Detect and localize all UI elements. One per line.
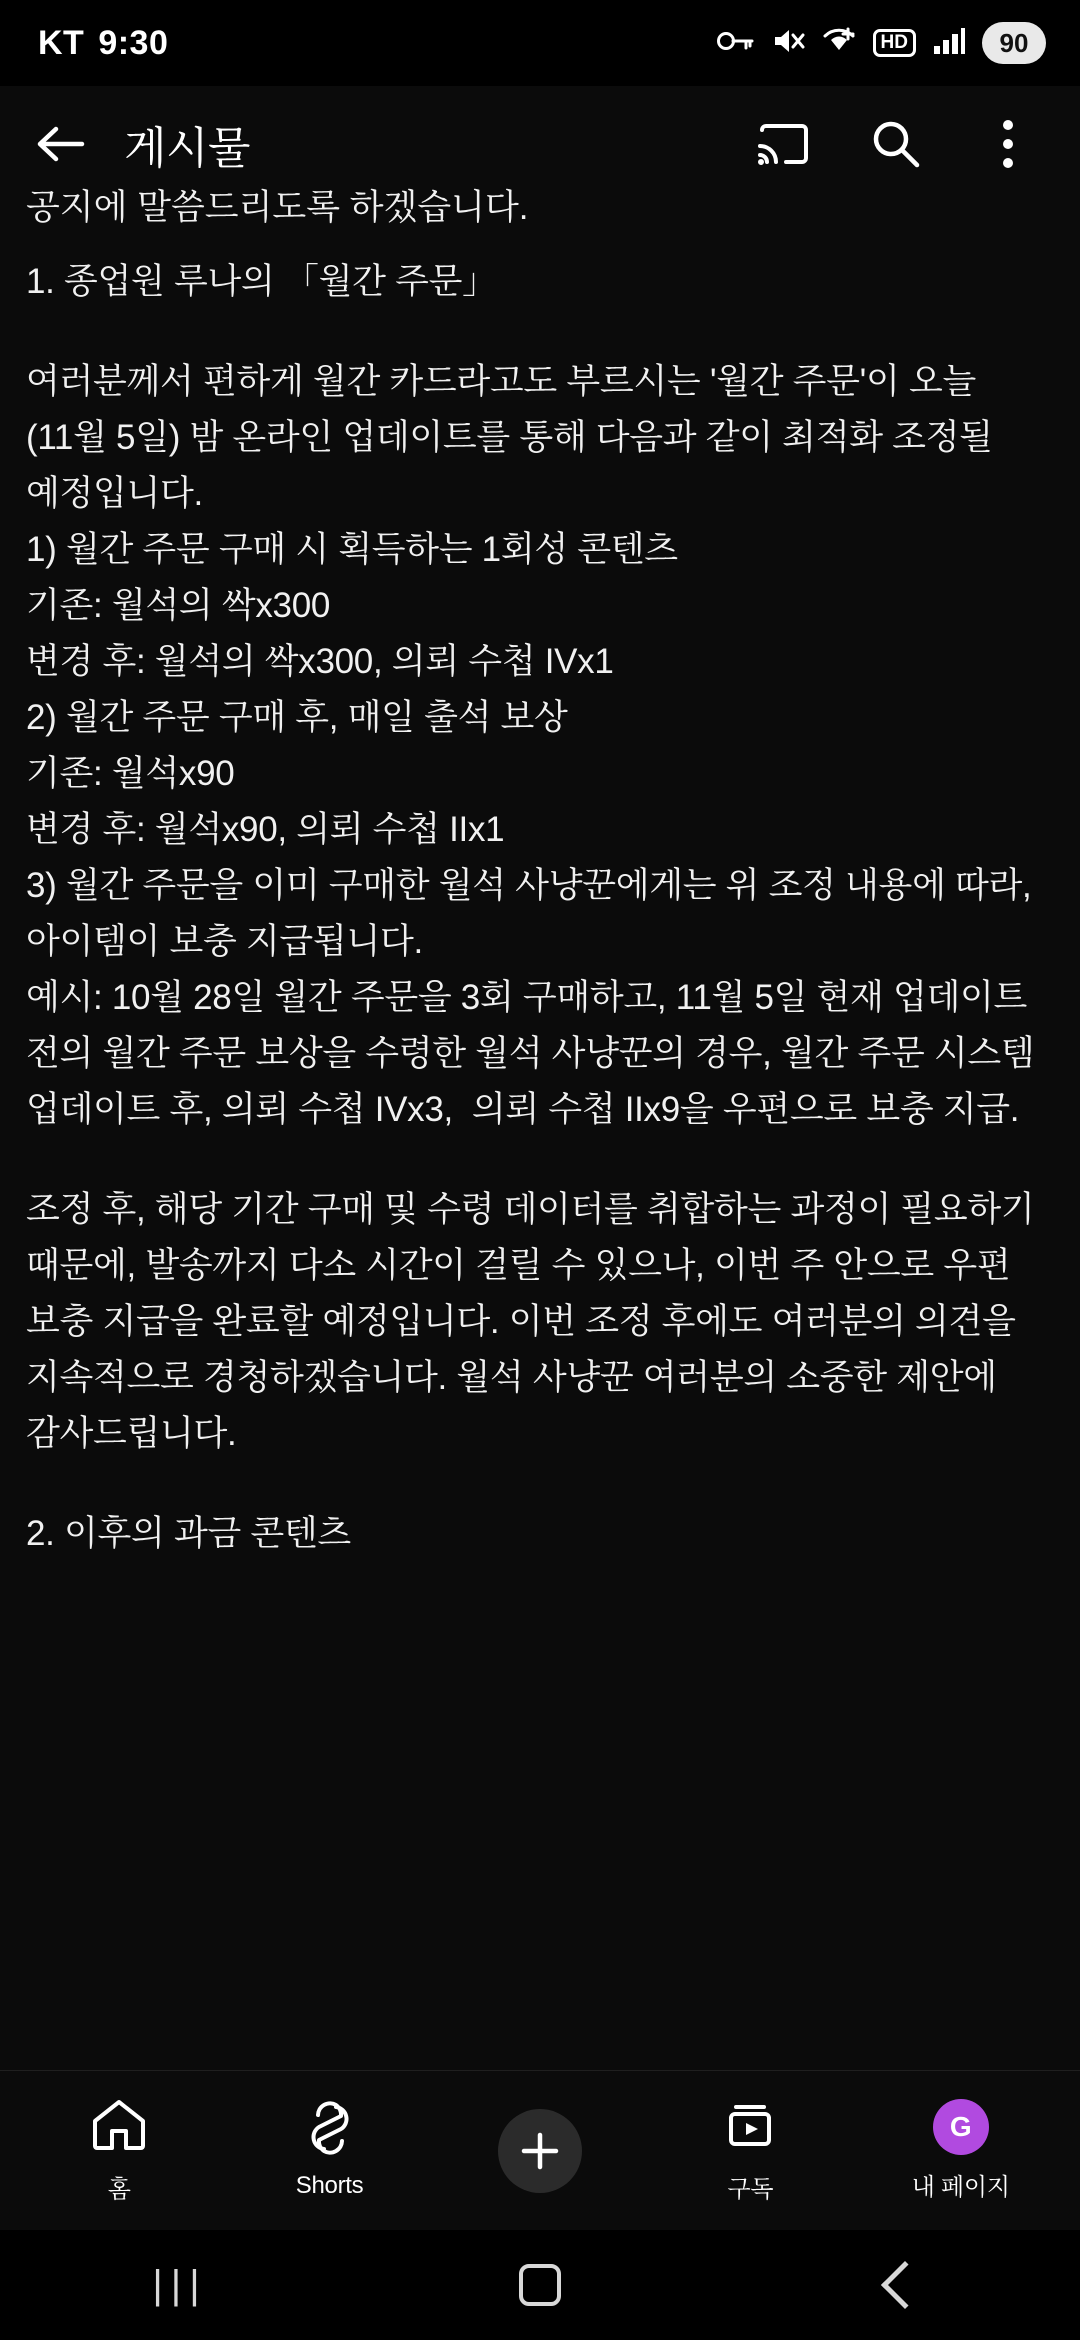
recents-button[interactable]	[80, 2263, 280, 2308]
plus-icon[interactable]	[498, 2109, 582, 2193]
home-icon	[90, 2098, 148, 2157]
clipped-previous-line: 공지에 말씀드리도록 하겠습니다.	[26, 188, 529, 227]
nav-label-home: 홈	[107, 2175, 131, 2203]
spacer-2	[26, 310, 1054, 354]
hd-icon: HD	[873, 29, 916, 57]
status-left	[38, 24, 168, 63]
wifi-icon	[821, 26, 857, 61]
list-item: 변경 후: 월석의 싹x300, 의뢰 수첩 IVx1	[26, 642, 614, 681]
subscriptions-icon	[721, 2098, 779, 2157]
list-item: 3) 월간 주문을 이미 구매한 월석 사냥꾼에게는 위 조정 내용에 따라, 아이템이 보충 지급됩니다.	[26, 866, 1041, 961]
nav-item-you[interactable]	[866, 2099, 1056, 2202]
nav-label-you: 내 페이지	[911, 2174, 1010, 2201]
list-item: 2) 월간 주문 구매 후, 매일 출석 보상	[26, 698, 568, 737]
avatar-icon: G	[933, 2099, 989, 2155]
nav-item-shorts[interactable]	[235, 2101, 425, 2200]
home-square-icon	[519, 2264, 561, 2306]
cast-icon[interactable]	[752, 112, 816, 176]
clock-label: 9:30	[98, 23, 169, 62]
section-2-title: 2. 이후의 과금 콘텐츠	[26, 1514, 351, 1553]
back-button[interactable]	[800, 2268, 1000, 2302]
more-options-icon[interactable]	[976, 112, 1040, 176]
paragraph-2: 조정 후, 해당 기간 구매 및 수령 데이터를 취합하는 과정이 필요하기 때문에, 발송까지 다소 시간이 걸릴 수 있으나, 이번 주 안으로 우편 보충 지급을 완료할 예정입니다. 이번 조정 후에도 여러분의 의견을 지속적으로 경청하겠습니다. 월석 사냥꾼 여러분의 소중한 제안에 감사드립니다.	[26, 1190, 1044, 1453]
spacer-3	[26, 1138, 1054, 1182]
back-arrow-icon[interactable]	[28, 112, 92, 176]
nav-item-home[interactable]	[24, 2098, 214, 2204]
home-button[interactable]	[440, 2264, 640, 2306]
nav-label-subscriptions: 구독	[727, 2175, 774, 2203]
list-item: 1) 월간 주문 구매 시 획득하는 1회성 콘텐츠	[26, 530, 678, 569]
recents-icon: |||	[152, 2262, 208, 2307]
list-item: 기존: 월석x90	[26, 754, 235, 793]
list-item: 변경 후: 월석x90, 의뢰 수첩 IIx1	[26, 810, 505, 849]
nav-item-subscriptions[interactable]	[655, 2098, 845, 2204]
section-1-title: 1. 종업원 루나의 「월간 주문」	[26, 262, 497, 301]
paragraph-1: 여러분께서 편하게 월간 카드라고도 부르시는 '월간 주문'이 오늘(11월 5일) 밤 온라인 업데이트를 통해 다음과 같이 최적화 조정될 예정입니다.	[26, 362, 1003, 513]
spacer-4	[26, 1462, 1054, 1506]
page-title: 게시물	[124, 124, 251, 173]
system-nav-bar	[0, 2230, 1080, 2340]
mute-icon	[771, 26, 805, 61]
app-bar-actions	[752, 112, 1040, 176]
list-item: 기존: 월석의 싹x300	[26, 586, 331, 625]
shorts-icon	[303, 2101, 357, 2160]
carrier-label: KT	[38, 23, 85, 62]
nav-label-shorts: Shorts	[295, 2172, 364, 2199]
battery-icon: 90	[982, 22, 1046, 64]
post-content[interactable]	[0, 188, 1080, 2070]
signal-icon	[932, 26, 966, 61]
status-right	[717, 22, 1046, 64]
bottom-nav	[0, 2070, 1080, 2230]
vpn-key-icon	[717, 28, 755, 59]
back-chevron-icon	[881, 2261, 929, 2309]
list-item: 예시: 10월 28일 월간 주문을 3회 구매하고, 11월 5일 현재 업데이트 전의 월간 주문 보상을 수령한 월석 사냥꾼의 경우, 월간 주문 시스템 업데이트 후, 의뢰 수첩 IVx3, 의뢰 수첩 IIx9을 우편으로 보충 지급.	[26, 978, 1044, 1129]
status-bar	[0, 0, 1080, 86]
nav-item-create[interactable]	[445, 2109, 635, 2193]
search-icon[interactable]	[864, 112, 928, 176]
